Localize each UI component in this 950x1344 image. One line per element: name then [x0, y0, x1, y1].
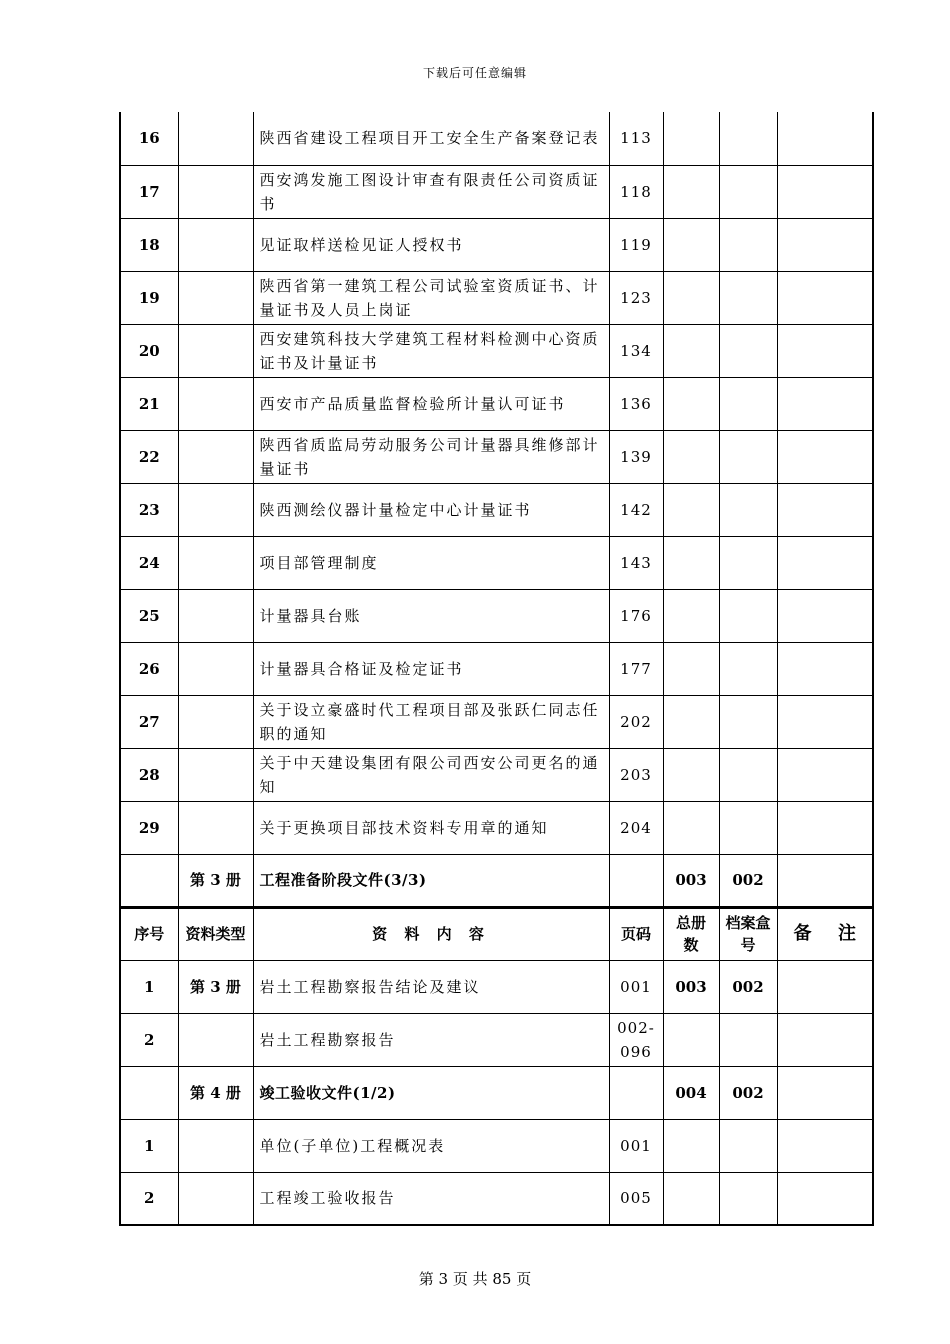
- table-row: [120, 695, 873, 748]
- remark: [777, 1013, 873, 1066]
- row-index: 1: [120, 960, 178, 1013]
- material-type: [178, 377, 253, 430]
- archive-box-number: 002: [719, 960, 777, 1013]
- material-type: [178, 536, 253, 589]
- row-index: 28: [120, 748, 178, 801]
- material-type: [178, 748, 253, 801]
- volume-count: [663, 324, 719, 377]
- material-content: 陕西省第一建筑工程公司试验室资质证书、计量证书及人员上岗证: [253, 271, 609, 324]
- material-content: 陕西测绘仪器计量检定中心计量证书: [253, 483, 609, 536]
- page-number: 176: [609, 589, 663, 642]
- table-header-row: [120, 907, 873, 960]
- row-index: 19: [120, 271, 178, 324]
- row-index: 2: [120, 1013, 178, 1066]
- volume-count: [663, 377, 719, 430]
- page-number: 143: [609, 536, 663, 589]
- table-row: [120, 377, 873, 430]
- header-remark: 备 注: [777, 907, 873, 960]
- material-type: [178, 112, 253, 165]
- material-type: [178, 324, 253, 377]
- remark: [777, 271, 873, 324]
- archive-box-number: [719, 695, 777, 748]
- remark: [777, 642, 873, 695]
- table-row: [120, 536, 873, 589]
- remark: [777, 1066, 873, 1119]
- volume-count: 003: [663, 960, 719, 1013]
- archive-box-number: [719, 1172, 777, 1225]
- table-row: [120, 801, 873, 854]
- archive-box-number: [719, 1119, 777, 1172]
- volume-count: [663, 112, 719, 165]
- volume-count: [663, 1013, 719, 1066]
- archive-box-number: 002: [719, 1066, 777, 1119]
- table-row: [120, 748, 873, 801]
- remark: [777, 801, 873, 854]
- row-index: 18: [120, 218, 178, 271]
- remark: [777, 695, 873, 748]
- table-row: [120, 112, 873, 165]
- material-type: [178, 642, 253, 695]
- page-number: 134: [609, 324, 663, 377]
- material-type: [178, 801, 253, 854]
- page-number: 119: [609, 218, 663, 271]
- page-number: 139: [609, 430, 663, 483]
- page-number: 202: [609, 695, 663, 748]
- remark: [777, 165, 873, 218]
- archive-box-number: [719, 271, 777, 324]
- volume-count: [663, 801, 719, 854]
- volume-count: 004: [663, 1066, 719, 1119]
- material-content: 陕西省质监局劳动服务公司计量器具维修部计量证书: [253, 430, 609, 483]
- archive-box-number: 002: [719, 854, 777, 907]
- archive-box-number: [719, 218, 777, 271]
- material-content: 西安市产品质量监督检验所计量认可证书: [253, 377, 609, 430]
- material-content: 西安建筑科技大学建筑工程材料检测中心资质证书及计量证书: [253, 324, 609, 377]
- material-type: [178, 218, 253, 271]
- remark: [777, 430, 873, 483]
- volume-count: [663, 1119, 719, 1172]
- material-content: 岩土工程勘察报告: [253, 1013, 609, 1066]
- material-content: 陕西省建设工程项目开工安全生产备案登记表: [253, 112, 609, 165]
- table-row: [120, 642, 873, 695]
- row-index: 16: [120, 112, 178, 165]
- material-content: 单位(子单位)工程概况表: [253, 1119, 609, 1172]
- page-number: [609, 1066, 663, 1119]
- row-index: 24: [120, 536, 178, 589]
- volume-count: [663, 430, 719, 483]
- material-content: 项目部管理制度: [253, 536, 609, 589]
- row-index: 27: [120, 695, 178, 748]
- material-type: [178, 695, 253, 748]
- archive-box-number: [719, 324, 777, 377]
- table-body: [120, 112, 873, 1225]
- archive-box-number: [719, 1013, 777, 1066]
- remark: [777, 748, 873, 801]
- material-content: 见证取样送检见证人授权书: [253, 218, 609, 271]
- page-footer: 第 3 页 共 85 页: [418, 1270, 532, 1288]
- table-row: [120, 1172, 873, 1225]
- remark: [777, 112, 873, 165]
- page-header: 下载后可任意编辑: [422, 66, 527, 80]
- material-type: [178, 1172, 253, 1225]
- remark: [777, 1119, 873, 1172]
- page-number: [609, 854, 663, 907]
- material-content: 西安鸿发施工图设计审查有限责任公司资质证书: [253, 165, 609, 218]
- section-row: [120, 1066, 873, 1119]
- table-row: [120, 483, 873, 536]
- header-page: 页码: [609, 907, 663, 960]
- remark: [777, 377, 873, 430]
- archive-box-number: [719, 112, 777, 165]
- volume-count: [663, 589, 719, 642]
- page-number: 136: [609, 377, 663, 430]
- remark: [777, 1172, 873, 1225]
- row-index: 29: [120, 801, 178, 854]
- material-type: 第 4 册: [178, 1066, 253, 1119]
- archive-box-number: [719, 536, 777, 589]
- remark: [777, 483, 873, 536]
- row-index: 17: [120, 165, 178, 218]
- material-type: [178, 430, 253, 483]
- material-type: [178, 271, 253, 324]
- page-number: 177: [609, 642, 663, 695]
- material-content: 岩土工程勘察报告结论及建议: [253, 960, 609, 1013]
- remark: [777, 324, 873, 377]
- table-row: [120, 1119, 873, 1172]
- table-row: [120, 1013, 873, 1066]
- row-index: [120, 1066, 178, 1119]
- remark: [777, 960, 873, 1013]
- volume-count: 003: [663, 854, 719, 907]
- material-content: 竣工验收文件(1/2): [253, 1066, 609, 1119]
- archive-box-number: [719, 483, 777, 536]
- material-type: [178, 1013, 253, 1066]
- volume-count: [663, 536, 719, 589]
- row-index: 25: [120, 589, 178, 642]
- table-row: [120, 960, 873, 1013]
- page-number: 002-096: [609, 1013, 663, 1066]
- section-row: [120, 854, 873, 907]
- archive-box-number: [719, 748, 777, 801]
- volume-count: [663, 695, 719, 748]
- archive-box-number: [719, 377, 777, 430]
- material-content: 工程准备阶段文件(3/3): [253, 854, 609, 907]
- row-index: 2: [120, 1172, 178, 1225]
- material-content: 工程竣工验收报告: [253, 1172, 609, 1225]
- header-index: 序号: [120, 907, 178, 960]
- page-number: 118: [609, 165, 663, 218]
- material-type: [178, 165, 253, 218]
- material-type: [178, 1119, 253, 1172]
- remark: [777, 536, 873, 589]
- page-number: 203: [609, 748, 663, 801]
- volume-count: [663, 483, 719, 536]
- material-content: 关于设立豪盛时代工程项目部及张跃仁同志任职的通知: [253, 695, 609, 748]
- archive-box-number: [719, 801, 777, 854]
- row-index: 21: [120, 377, 178, 430]
- page-number: 204: [609, 801, 663, 854]
- archive-box-number: [719, 642, 777, 695]
- row-index: 22: [120, 430, 178, 483]
- archive-box-number: [719, 589, 777, 642]
- header-type: 资料类型: [178, 907, 253, 960]
- row-index: [120, 854, 178, 907]
- material-type: [178, 589, 253, 642]
- material-content: 计量器具台账: [253, 589, 609, 642]
- header-volumes: 总册数: [663, 907, 719, 960]
- material-type: 第 3 册: [178, 960, 253, 1013]
- table-row: [120, 589, 873, 642]
- page-number: 001: [609, 1119, 663, 1172]
- table-row: [120, 430, 873, 483]
- page-number: 001: [609, 960, 663, 1013]
- table-row: [120, 218, 873, 271]
- remark: [777, 854, 873, 907]
- row-index: 1: [120, 1119, 178, 1172]
- row-index: 26: [120, 642, 178, 695]
- volume-count: [663, 748, 719, 801]
- table-row: [120, 165, 873, 218]
- table-row: [120, 324, 873, 377]
- row-index: 23: [120, 483, 178, 536]
- material-content: 关于中天建设集团有限公司西安公司更名的通知: [253, 748, 609, 801]
- volume-count: [663, 165, 719, 218]
- archive-box-number: [719, 165, 777, 218]
- page-number: 142: [609, 483, 663, 536]
- volume-count: [663, 642, 719, 695]
- header-content: 资 料 内 容: [253, 907, 609, 960]
- volume-count: [663, 271, 719, 324]
- material-type: 第 3 册: [178, 854, 253, 907]
- page-number: 123: [609, 271, 663, 324]
- material-content: 计量器具合格证及检定证书: [253, 642, 609, 695]
- page-number: 005: [609, 1172, 663, 1225]
- row-index: 20: [120, 324, 178, 377]
- page-number: 113: [609, 112, 663, 165]
- remark: [777, 218, 873, 271]
- volume-count: [663, 1172, 719, 1225]
- material-content: 关于更换项目部技术资料专用章的通知: [253, 801, 609, 854]
- header-box: 档案盒号: [719, 907, 777, 960]
- material-type: [178, 483, 253, 536]
- remark: [777, 589, 873, 642]
- volume-count: [663, 218, 719, 271]
- archive-box-number: [719, 430, 777, 483]
- archive-index-table: [119, 112, 874, 1226]
- table-row: [120, 271, 873, 324]
